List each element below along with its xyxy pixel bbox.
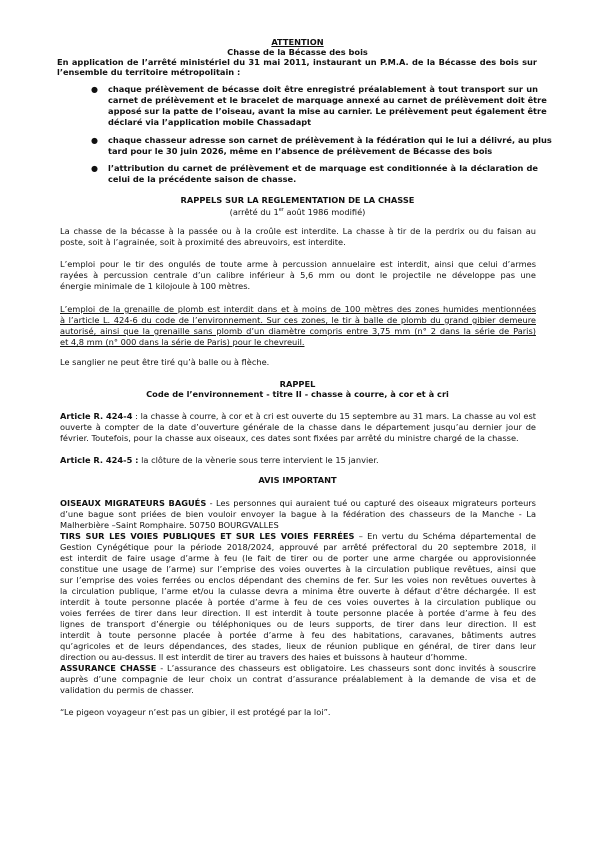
oiseaux-line-3: Malherbière –Saint Romphaire. 50750 BOURGVALLES <box>60 520 279 530</box>
rappels-p3-line-4: et 4,8 mm (n° 000 dans la série de Paris) pour le chevreuil. <box>60 337 305 347</box>
bullet-icon: ● <box>91 85 98 94</box>
bullet-1-line-3: apposé sur la patte de l’oiseau, avant la mise au carnier. Le prélèvement peut également être <box>108 106 547 116</box>
attention-title: ATTENTION <box>271 37 324 47</box>
article-r424-4-line-2: ouverte à compter de la date d’ouverture générale de la chasse dans le département jusqu’au dernier jour de <box>60 422 536 432</box>
tirs-line-4: constitue une usage de l’arme) sur l’emprise des voies ouvertes à la circulation publique revêtues, ainsi que <box>60 564 536 574</box>
avis-title: AVIS IMPORTANT <box>258 475 337 485</box>
bullet-1-line-2: carnet de prélèvement et le bracelet de marquage annexé au carnet de prélèvement doit être <box>108 95 547 105</box>
rappel-title: RAPPEL <box>279 379 316 389</box>
assurance-line-2: auprès d’une compagnie de leur choix un contrat d’assurance préalablement à la demande de visa et de <box>60 674 536 684</box>
tirs-line-10: interdit à toute personne placée à portée d’arme à feu des habitations, caravanes, bâtiments autres <box>60 630 536 640</box>
assurance-line-1: ASSURANCE CHASSE - L’assurance des chasseurs est obligatoire. Les chasseurs sont donc invités à souscrire <box>60 663 536 673</box>
tirs-line-12: direction ou au-dessus. Il est interdit de tirer au travers des haies et buissons à hauteur d’homme. <box>60 652 468 662</box>
rappels-p3-line-3: autorisé, ainsi que la grenaille sans plomb d’un diamètre compris entre 3,75 mm (n° 2 dans la série de Paris) <box>60 326 536 336</box>
tirs-line-11: qu’agricoles et de leurs dépendances, des stades, lieux de réunion publique en général, de tirer dans leur <box>60 641 536 651</box>
tirs-line-1: TIRS SUR LES VOIES PUBLIQUES ET SUR LES VOIES FERRÉES – En vertu du Schéma départemental de <box>60 531 536 541</box>
article-r424-5: Article R. 424-5 : la clôture de la vènerie sous terre intervient le 15 janvier. <box>60 455 379 465</box>
article-r424-4-line-3: février. Toutefois, pour la chasse aux oiseaux, ces dates sont fixées par arrêté du ministre chargé de la chasse. <box>60 433 519 443</box>
rappels-p1-line-1: La chasse de la bécasse à la passée ou à la croûle est interdite. La chasse à tir de la perdrix ou du faisan au <box>60 226 536 236</box>
bullet-3-line-1: l’attribution du carnet de prélèvement et de marquage est conditionnée à la déclaration de <box>108 163 538 173</box>
pigeon-notice: “Le pigeon voyageur n’est pas un gibier, il est protégé par la loi”. <box>60 707 331 717</box>
bullet-icon: ● <box>91 164 98 173</box>
oiseaux-line-2: d’une bague sont priées de bien vouloir envoyer la bague à la fédération des chasseurs de la Manche - La <box>60 509 536 519</box>
oiseaux-line-1: OISEAUX MIGRATEURS BAGUÉS - Les personnes qui auraient tué ou capturé des oiseaux migrateurs porteurs <box>60 498 536 508</box>
tirs-line-9: lignes de transport d’énergie ou téléphoniques ou de leurs supports, de tirer dans leur direction. Il est <box>60 619 536 629</box>
rappels-subtitle: (arrêté du 1er août 1986 modifié) <box>229 206 366 217</box>
rappels-p4: Le sanglier ne peut être tiré qu’à balle ou à flèche. <box>60 357 270 367</box>
rappels-p2-line-1: L’emploi pour le tir des ongulés de toute arme à percussion annuelaire est interdit, ainsi que celui d’armes <box>60 259 536 269</box>
rappels-p1-line-2: poste, soit à l’agrainée, soit à proximité des abreuvoirs, est interdite. <box>60 237 346 247</box>
tirs-line-8: voies ferrées de tirer dans leur direction. Il est interdit à toute personne placée à portée d’arme à feu des <box>60 608 536 618</box>
bullet-2-line-2: tard pour le 30 juin 2026, même en l’absence de prélèvement de Bécasse des bois <box>108 146 493 156</box>
tirs-line-2: Gestion Cynégétique pour la période 2018/2024, approuvé par arrêté préfectoral du 20 septembre 2018, il <box>60 542 536 552</box>
bullet-2-line-1: chaque chasseur adresse son carnet de prélèvement à la fédération qui le lui a délivré, au plus <box>108 135 552 145</box>
rappels-p3-line-2: à l’article L. 424-6 du code de l’environnement. Sur ces zones, le tir à balle de plomb du grand gibier demeure <box>60 315 536 325</box>
rappels-p2-line-3: énergie minimale de 1 kilojoule à 100 mètres. <box>60 281 251 291</box>
bullet-1-line-4: déclaré via l’application mobile Chassadapt <box>108 117 312 127</box>
attention-subtitle: Chasse de la Bécasse des bois <box>227 47 368 57</box>
tirs-line-6: la circulation publique, l’arme et/ou la culasse devra a minima être ouverte à défaut d’être déchargée. Il est <box>60 586 536 596</box>
tirs-line-3: est interdit de faire usage d’arme à feu (le fait de tirer ou de porter une arme chargée ou approvisionnée <box>60 553 536 563</box>
tirs-line-7: interdit à toute personne placée à portée d’arme à feu de ces voies ouvertes à la circulation publique ou <box>60 597 536 607</box>
rappels-p3-line-1: L’emploi de la grenaille de plomb est interdit dans et à moins de 100 mètres des zones humides mentionnées <box>60 304 536 314</box>
attention-intro-line-1: En application de l’arrêté ministériel du 31 mai 2011, instaurant un P.M.A. de la Bécasse des bois sur <box>57 57 537 67</box>
assurance-line-3: validation du permis de chasser. <box>60 685 194 695</box>
article-r424-4-line-1: Article R. 424-4 : la chasse à courre, à cor et à cri est ouverte du 15 septembre au 31 mars. La chasse au vol est <box>60 411 537 421</box>
bullet-3-line-2: celui de la précédente saison de chasse. <box>108 174 297 184</box>
rappel-subtitle: Code de l’environnement - titre II - chasse à courre, à cor et à cri <box>146 389 449 399</box>
rappels-title: RAPPELS SUR LA REGLEMENTATION DE LA CHASSE <box>180 195 415 205</box>
tirs-line-5: sur l’emprise des voies ferrées ou enclos dépendant des chemins de fer. Sur les voies non revêtues ouvertes à <box>60 575 536 585</box>
rappels-p2-line-2: rayées à percussion centrale d’un calibre inférieur à 5,6 mm ou dont le projectile ne développe pas une <box>60 270 536 280</box>
attention-intro-line-2: l’ensemble du territoire métropolitain : <box>57 67 241 77</box>
bullet-1-line-1: chaque prélèvement de bécasse doit être enregistré préalablement à tout transport sur un <box>108 84 538 94</box>
bullet-icon: ● <box>91 136 98 145</box>
